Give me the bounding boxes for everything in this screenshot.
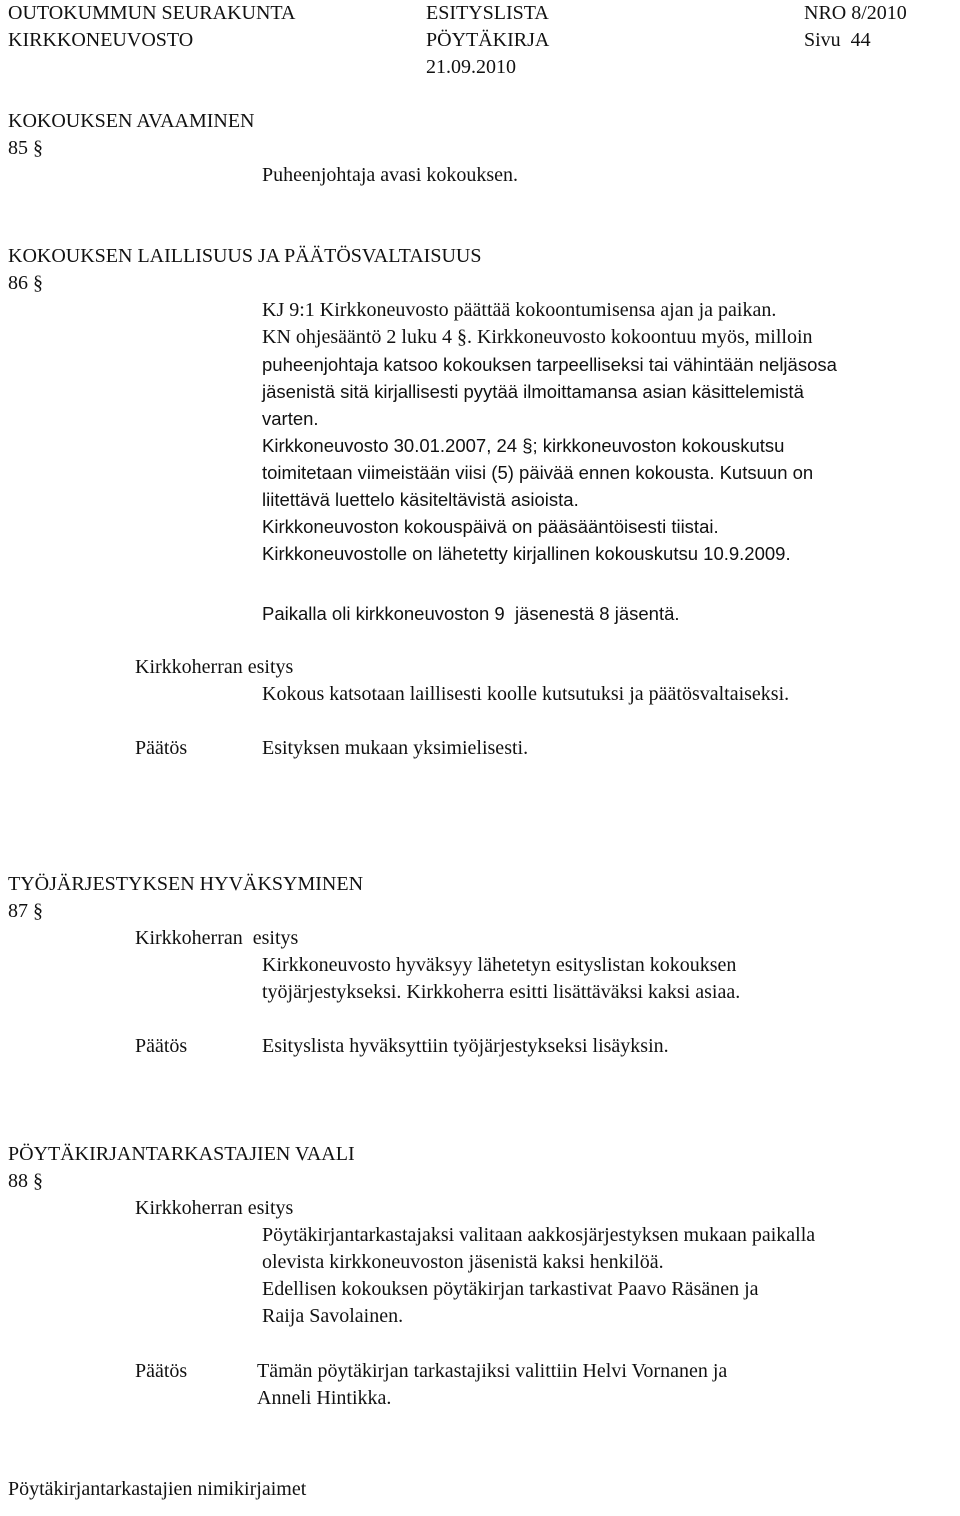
decision-label: Päätös — [135, 1360, 188, 1382]
text-line: toimitetaan viimeistään viisi (5) päivää ennen kokousta. Kutsuun on — [262, 462, 814, 483]
text-line: Kirkkoneuvosto 30.01.2007, 24 §; kirkkoneuvoston kokouskutsu — [262, 435, 785, 456]
legal-basis — [262, 297, 942, 567]
attendance-text: Paikalla oli kirkkoneuvoston 9 jäsenestä 8 jäsentä. — [262, 603, 680, 624]
section-number: 88 § — [8, 1170, 43, 1192]
doc-type-minutes: PÖYTÄKIRJA — [426, 29, 550, 51]
proposal-label: Kirkkoherran esitys — [135, 1197, 294, 1219]
section-title: TYÖJÄRJESTYKSEN HYVÄKSYMINEN — [8, 873, 364, 895]
text-line: Anneli Hintikka. — [257, 1387, 392, 1409]
decision-label: Päätös — [135, 737, 188, 759]
text-line: liitettävä luettelo käsiteltävistä asioista. — [262, 489, 579, 510]
meeting-date: 21.09.2010 — [426, 56, 516, 78]
section-title: PÖYTÄKIRJANTARKASTAJIEN VAALI — [8, 1143, 355, 1165]
decision-text: Esityksen mukaan yksimielisesti. — [262, 737, 529, 759]
text-line: KN ohjesääntö 2 luku 4 §. Kirkkoneuvosto kokoontuu myös, milloin — [262, 326, 813, 348]
proposal-label: Kirkkoherran esitys — [135, 927, 299, 949]
text-line: KJ 9:1 Kirkkoneuvosto päättää kokoontumisensa ajan ja paikan. — [262, 299, 777, 321]
text-line: jäsenistä sitä kirjallisesti pyytää ilmoittamansa asian käsittelemistä — [262, 381, 804, 402]
text-line: Raija Savolainen. — [262, 1305, 404, 1327]
proposal-text: Kokous katsotaan laillisesti koolle kutsutuksi ja päätösvaltaiseksi. — [262, 683, 790, 705]
decision-text — [257, 1358, 727, 1412]
text-line: varten. — [262, 408, 319, 429]
section-number: 86 § — [8, 272, 43, 294]
section-title: KOKOUKSEN AVAAMINEN — [8, 110, 255, 132]
organization-name: OUTOKUMMUN SEURAKUNTA — [8, 2, 296, 24]
decision-text: Esityslista hyväksyttiin työjärjestykseksi lisäyksin. — [262, 1035, 669, 1057]
decision-label: Päätös — [135, 1035, 188, 1057]
section-text: Puheenjohtaja avasi kokouksen. — [262, 164, 519, 186]
text-line: Kirkkoneuvostolle on lähetetty kirjallinen kokouskutsu 10.9.2009. — [262, 543, 791, 564]
doc-type-agenda: ESITYSLISTA — [426, 2, 549, 24]
text-line: Kirkkoneuvoston kokouspäivä on pääsääntöisesti tiistai. — [262, 516, 719, 537]
text-line: Kirkkoneuvosto hyväksyy lähetetyn esityslistan kokouksen — [262, 954, 737, 976]
section-title: KOKOUKSEN LAILLISUUS JA PÄÄTÖSVALTAISUUS — [8, 245, 482, 267]
proposal-text — [262, 1222, 942, 1330]
section-number: 85 § — [8, 137, 43, 159]
text-line: Edellisen kokouksen pöytäkirjan tarkastivat Paavo Räsänen ja — [262, 1278, 759, 1300]
text-line: olevista kirkkoneuvoston jäsenistä kaksi henkilöä. — [262, 1251, 664, 1273]
proposal-text — [262, 952, 942, 1006]
text-line: työjärjestykseksi. Kirkkoherra esitti lisättäväksi kaksi asiaa. — [262, 981, 741, 1003]
proposal-label: Kirkkoherran esitys — [135, 656, 294, 678]
text-line: Pöytäkirjantarkastajaksi valitaan aakkosjärjestyksen mukaan paikalla — [262, 1224, 816, 1246]
body-name: KIRKKONEUVOSTO — [8, 29, 194, 51]
section-number: 87 § — [8, 900, 43, 922]
document-number: NRO 8/2010 — [804, 2, 907, 24]
page-number: Sivu 44 — [804, 29, 871, 51]
signatures-label: Pöytäkirjantarkastajien nimikirjaimet — [8, 1478, 307, 1500]
text-line: puheenjohtaja katsoo kokouksen tarpeelliseksi tai vähintään neljäsosa — [262, 354, 837, 375]
text-line: Tämän pöytäkirjan tarkastajiksi valittiin Helvi Vornanen ja — [257, 1360, 728, 1382]
